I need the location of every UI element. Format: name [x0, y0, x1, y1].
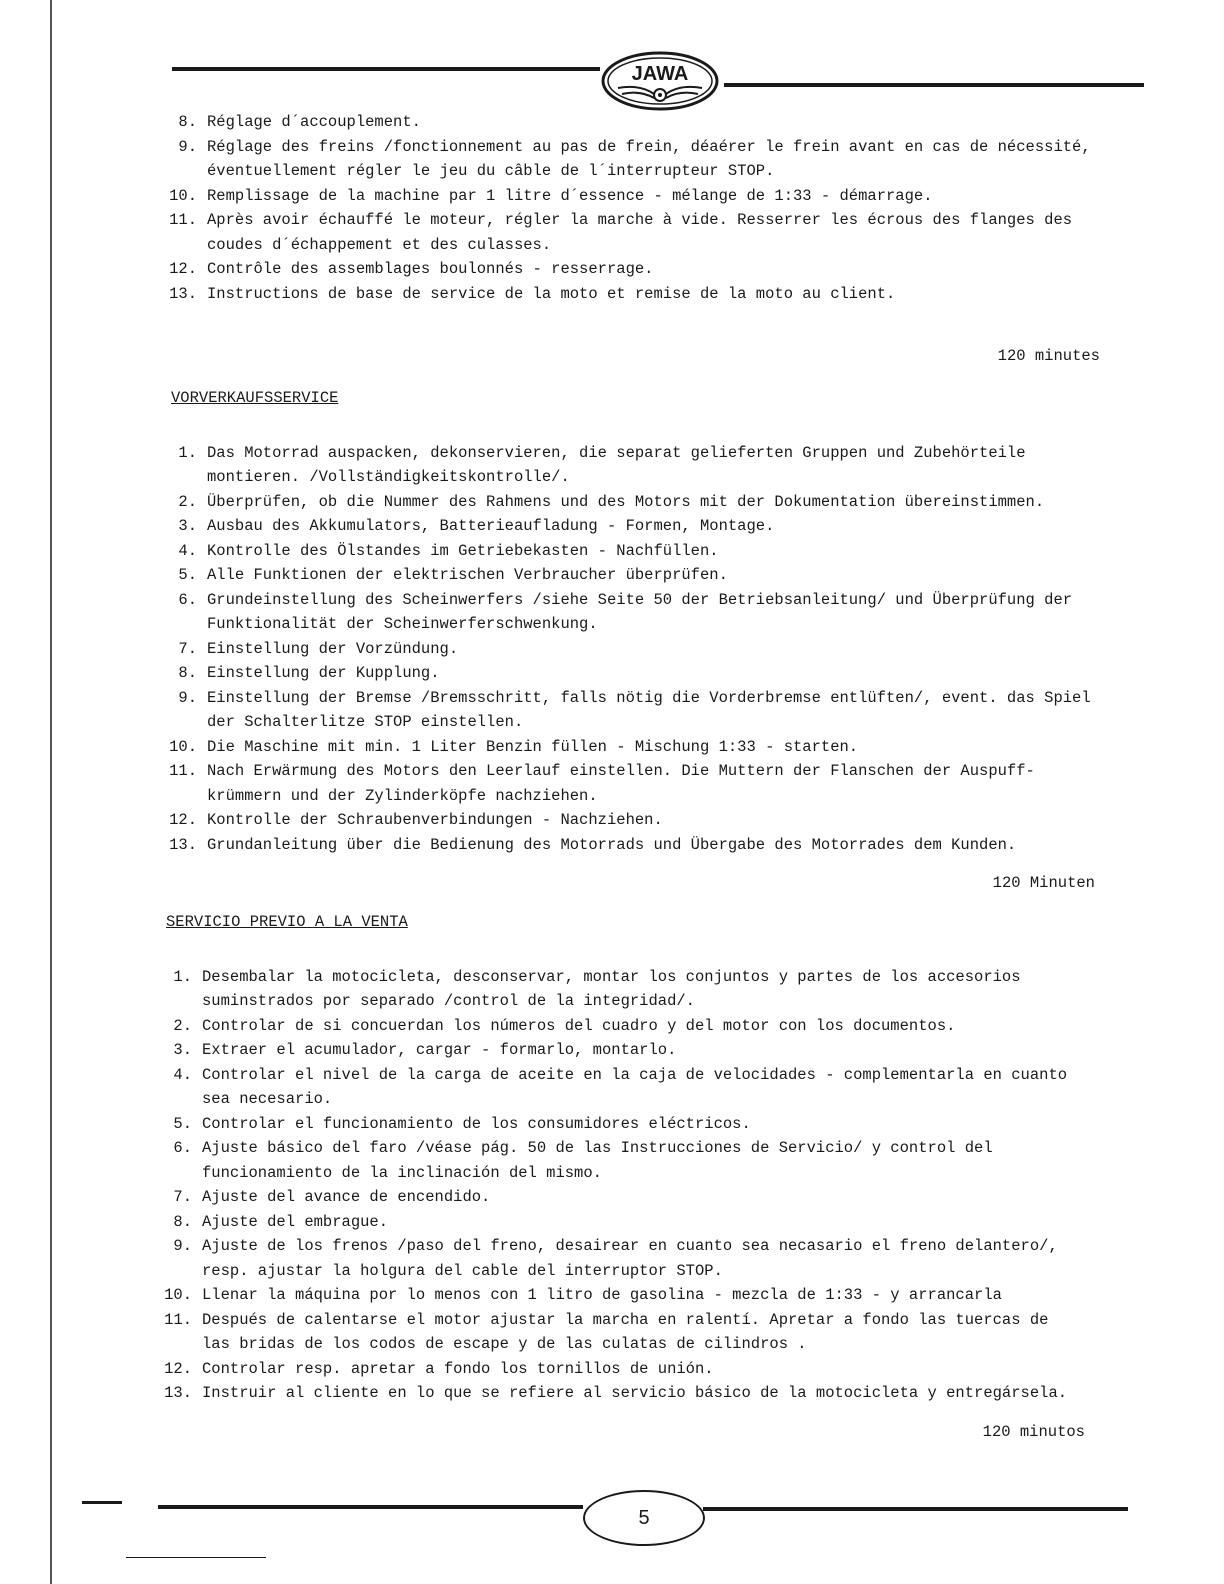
section-heading: SERVICIO PREVIO A LA VENTA — [166, 913, 408, 931]
list-item: 8. Réglage d´accouplement. — [178, 113, 421, 131]
section-french — [165, 110, 1100, 369]
list-item: 13. Instruir al cliente en lo que se refiere al servicio básico de la motocicleta y entregársela. — [164, 1384, 1068, 1402]
header-rule-left — [172, 67, 600, 71]
list-item: 2. Controlar de si concuerdan los números del cuadro y del motor con los documentos. — [173, 1016, 956, 1035]
page-number: 5 — [638, 1506, 650, 1529]
list-item: 10. Remplissage de la machine par 1 litre d´essence - mélange de 1:33 - démarrage. — [169, 186, 933, 205]
list-item: 11. Después de calentarse el motor ajustar la marcha en ralentí. Apretar a fondo las tuercas de las bridas de los codos de escape y de las culatas de cilindros . — [164, 1310, 1049, 1353]
footer-rule-far-left — [82, 1501, 122, 1504]
list-item: 9. Réglage des freins /fonctionnement au pas de frein, déaérer le frein avant en cas de nécessité, éventuellement régler le jeu du câble de l´interrupteur STOP. — [178, 137, 1091, 180]
page-left-edge — [50, 0, 52, 1584]
bottom-corner-line — [126, 1557, 266, 1558]
list-item: 13. Instructions de base de service de la moto et remise de la moto au client. — [169, 284, 896, 303]
footer-rule-left — [158, 1505, 583, 1509]
list-item: 8. Einstellung der Kupplung. — [178, 664, 440, 682]
section-spanish — [160, 900, 1085, 1444]
list-item: 12. Contrôle des assemblages boulonnés - resserrage. — [169, 260, 654, 278]
logo-text: JAWA — [631, 63, 689, 85]
header-rule-right — [724, 83, 1144, 87]
duration-label: 120 Minuten — [992, 874, 1095, 892]
list-item: 10. Die Maschine mit min. 1 Liter Benzin füllen - Mischung 1:33 - starten. — [169, 737, 859, 756]
list-item: 5. Alle Funktionen der elektrischen Verbraucher überprüfen. — [178, 566, 728, 584]
list-item: 1. Desembalar la motocicleta, desconservar, montar los conjuntos y partes de los accesorios suminstrados por separado /control de la integridad/. — [173, 967, 1021, 1010]
list-item: 4. Controlar el nivel de la carga de aceite en la caja de velocidades - complementarla en cuanto sea necesario. — [173, 1065, 1068, 1108]
duration-label: 120 minutos — [982, 1422, 1085, 1441]
list-item: 10. Llenar la máquina por lo menos con 1 litro de gasolina - mezcla de 1:33 - y arrancarla — [164, 1286, 1002, 1304]
list-item: 2. Überprüfen, ob die Nummer des Rahmens und des Motors mit der Dokumentation übereinstimmen. — [178, 492, 1045, 511]
list-item: 3. Ausbau des Akkumulators, Batterieaufladung - Formen, Montage. — [178, 517, 775, 535]
list-item: 8. Ajuste del embrague. — [173, 1212, 389, 1231]
list-item: 13. Grundanleitung über die Bedienung des Motorrads und Übergabe des Motorrades dem Kunden. — [169, 835, 1017, 854]
list-item: 5. Controlar el funcionamiento de los consumidores eléctricos. — [173, 1114, 751, 1133]
list-item: 11. Après avoir échauffé le moteur, régler la marche à vide. Resserrer les écrous des flanges des coudes d´échappement et des culasses. — [169, 211, 1073, 254]
duration-label: 120 minutes — [997, 347, 1100, 365]
list-item: 6. Ajuste básico del faro /véase pág. 50 de las Instrucciones de Servicio/ y control del funcionamiento de la inclinación del mismo. — [173, 1139, 993, 1182]
list-item: 4. Kontrolle des Ölstandes im Getriebekasten - Nachfüllen. — [178, 541, 719, 560]
list-item: 1. Das Motorrad auspacken, dekonservieren, die separat gelieferten Gruppen und Zubehörteile montieren. /Vollständigkeitskontrolle/. — [178, 443, 1026, 486]
page-number-badge — [583, 1490, 705, 1546]
list-item: 12. Kontrolle der Schraubenverbindungen - Nachziehen. — [169, 811, 663, 829]
list-item: 3. Extraer el acumulador, cargar - formarlo, montarlo. — [173, 1041, 677, 1059]
list-item: 9. Einstellung der Bremse /Bremsschritt, falls nötig die Vorderbremse entlüften/, event. das Spiel der Schalterlitze STOP einstellen. — [178, 688, 1091, 731]
list-item: 7. Ajuste del avance de encendido. — [173, 1188, 491, 1206]
footer-rule-right — [703, 1507, 1128, 1511]
section-german — [165, 376, 1095, 896]
list-item: 9. Ajuste de los frenos /paso del freno, desairear en cuanto sea necasario el freno delantero/, resp. ajustar la holgura del cable del interruptor STOP. — [173, 1237, 1058, 1280]
section-heading: VORVERKAUFSSERVICE — [171, 389, 339, 407]
list-item: 7. Einstellung der Vorzündung. — [178, 639, 459, 658]
list-item: 6. Grundeinstellung des Scheinwerfers /siehe Seite 50 der Betriebsanleitung/ und Überprüfung der Funktionalität der Scheinwerferschwenkung. — [178, 590, 1073, 633]
list-item: 11. Nach Erwärmung des Motors den Leerlauf einstellen. Die Muttern der Flanschen der Auspuff-krümmern und der Zylinderköpfe nachziehen. — [169, 762, 1035, 805]
jawa-logo — [600, 50, 720, 112]
list-item: 12. Controlar resp. apretar a fondo los tornillos de unión. — [164, 1359, 714, 1378]
